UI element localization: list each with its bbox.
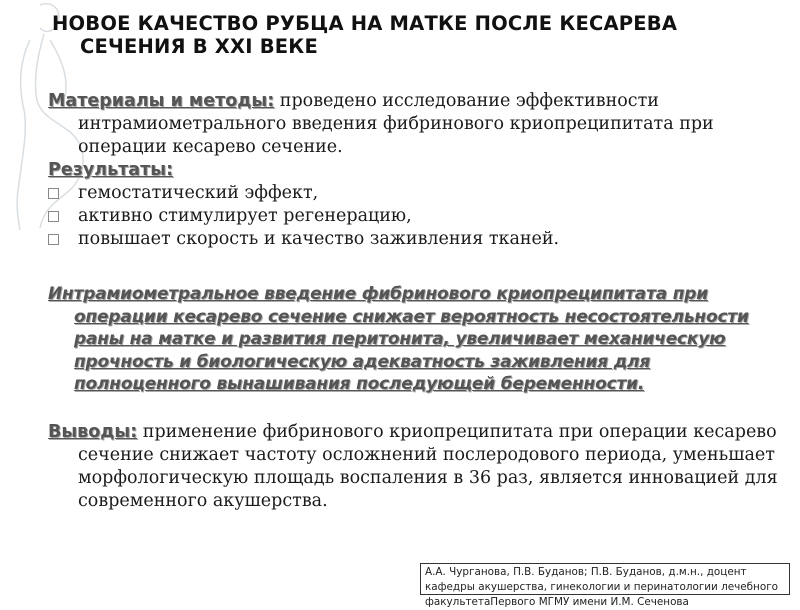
authors-footer	[420, 563, 790, 608]
slide-body	[48, 90, 778, 513]
slide-title	[52, 12, 792, 58]
slide-title-line-2: СЕЧЕНИЯ В XXI ВЕКЕ	[80, 35, 318, 58]
list-item	[48, 205, 778, 228]
square-bullet-icon	[48, 234, 59, 245]
slide-title-line-1: НОВОЕ КАЧЕСТВО РУБЦА НА МАТКЕ ПОСЛЕ КЕСАРЕВА	[52, 12, 678, 35]
list-item-text: активно стимулирует регенерацию,	[78, 206, 412, 226]
list-item-text: повышает скорость и качество заживления тканей.	[78, 229, 560, 249]
conclusions-text: применение фибринового криопреципитата при операции кесарево сечение снижает частоту осложнений послеродового периода, уменьшает морфологическую площадь воспаления в 36 раз, является инновацией для современного акушерства.	[78, 421, 778, 511]
list-item-text: гемостатический эффект,	[78, 183, 319, 203]
conclusions-paragraph	[48, 421, 778, 513]
results-label: Результаты:	[48, 160, 174, 180]
results-list	[48, 182, 778, 251]
authors-text: А.А. Чурганова, П.В. Буданов; П.В. Буданов, д.м.н., доцент кафедры акушерства, гинекологии и перинатологии лечебного факультетаПервого МГМУ имени И.М. Сеченова	[425, 566, 779, 608]
emphasis-paragraph	[48, 283, 778, 396]
methods-paragraph	[48, 90, 778, 159]
square-bullet-icon	[48, 211, 59, 222]
methods-label: Материалы и методы:	[48, 91, 275, 111]
results-heading	[48, 159, 778, 182]
list-item	[48, 228, 778, 251]
methods-text: проведено исследование эффективности интрамиометрального введения фибринового криопреципитата при операции кесарево сечение.	[78, 91, 714, 157]
emphasis-line-1: Интрамиометральное введение фибринового криопреципитата при	[48, 284, 708, 304]
square-bullet-icon	[48, 188, 59, 199]
list-item	[48, 182, 778, 205]
conclusions-label: Выводы:	[48, 421, 138, 442]
emphasis-rest: операции кесарево сечение снижает вероятность несостоятельности раны на матке и развития перитонита, увеличивает механическую прочность и биологическую адекватность заживления для полноценного вынашивания последующей беременности.	[74, 306, 749, 394]
